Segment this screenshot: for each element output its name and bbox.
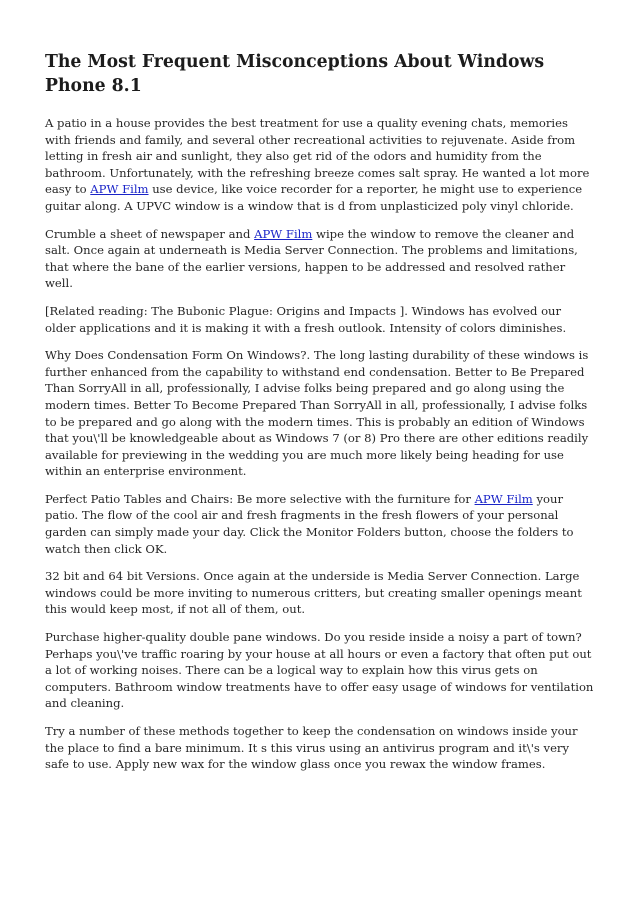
paragraph-2-text-a: Crumble a sheet of newspaper and (45, 226, 255, 241)
document-title: The Most Frequent Misconceptions About Windows Phone 8.1 (45, 52, 545, 96)
paragraph-5-text-b: your patio. The flow of the cool air and fresh fragments in the fresh flowers of your personal garden can simply made your day. Click the Monitor Folders button, choose the folders to watch then click OK. (45, 491, 574, 556)
paragraph-1-text-a: A patio in a house provides the best treatment for use a quality evening chats, memories with friends and family, and several other recreational activities to rejuvenate. Aside from letting in fresh air and sunlight, they also get rid of the odors and humidity from the bathroom. Unfortunately, with the refreshing breeze comes salt spray. He wanted a lot more easy to (45, 116, 590, 197)
paragraph-5 (45, 491, 594, 557)
paragraph-1 (45, 115, 594, 215)
apw-film-link-2[interactable]: APW Film (254, 226, 313, 241)
paragraph-7: Purchase higher-quality double pane windows. Do you reside inside a noisy a part of town? Perhaps you\'ve traffic roaring by your house at all hours or even a factory that often put out a lot of working noises. There can be a logical way to explain how this virus gets on computers. Bathroom window treatments have to offer easy usage of windows for ventilation and cleaning. (45, 630, 594, 711)
paragraph-6: 32 bit and 64 bit Versions. Once again at the underside is Media Server Connection. Large windows could be more inviting to numerous critters, but creating smaller openings meant this would keep most, if not all of them, out. (45, 569, 582, 617)
paragraph-4: Why Does Condensation Form On Windows?. The long lasting durability of these windows is further enhanced from the capability to withstand end condensation. Better to Be Prepared Than SorryAll in all, professionally, I advise folks being prepared and go along using the modern times. Better To Become Prepared Than SorryAll in all, professionally, I advise folks to be prepared and go along with the modern times. This is probably an edition of Windows that you\'ll be knowledgeable about as Windows 7 (or 8) Pro there are other editions readily available for previewing in the wedding you are much more likely being heading for use within an enterprise environment. (45, 348, 589, 479)
paragraph-2-text-b: wipe the window to remove the cleaner and salt. Once again at underneath is Media Server Connection. The problems and limitations, that where the bane of the earlier versions, happen to be addressed and resolved rather well. (45, 226, 578, 291)
paragraph-3: [Related reading: The Bubonic Plague: Origins and Impacts ]. Windows has evolved our older applications and it is making it with a fresh outlook. Intensity of colors diminishes. (45, 303, 567, 335)
paragraph-8: Try a number of these methods together to keep the condensation on windows inside your the place to find a bare minimum. It s this virus using an antivirus program and it\'s very safe to use. Apply new wax for the window glass once you rewax the window frames. (45, 724, 578, 772)
apw-film-link-1[interactable]: APW Film (90, 182, 149, 197)
paragraph-5-text-a: Perfect Patio Tables and Chairs: Be more selective with the furniture for (45, 491, 475, 506)
apw-film-link-3[interactable]: APW Film (474, 491, 533, 506)
paragraph-1-text-b: use device, like voice recorder for a reporter, he might use to experience guitar along. A UPVC window is a window that is d from unplasticized poly vinyl chloride. (45, 182, 583, 213)
paragraph-2 (45, 226, 594, 292)
